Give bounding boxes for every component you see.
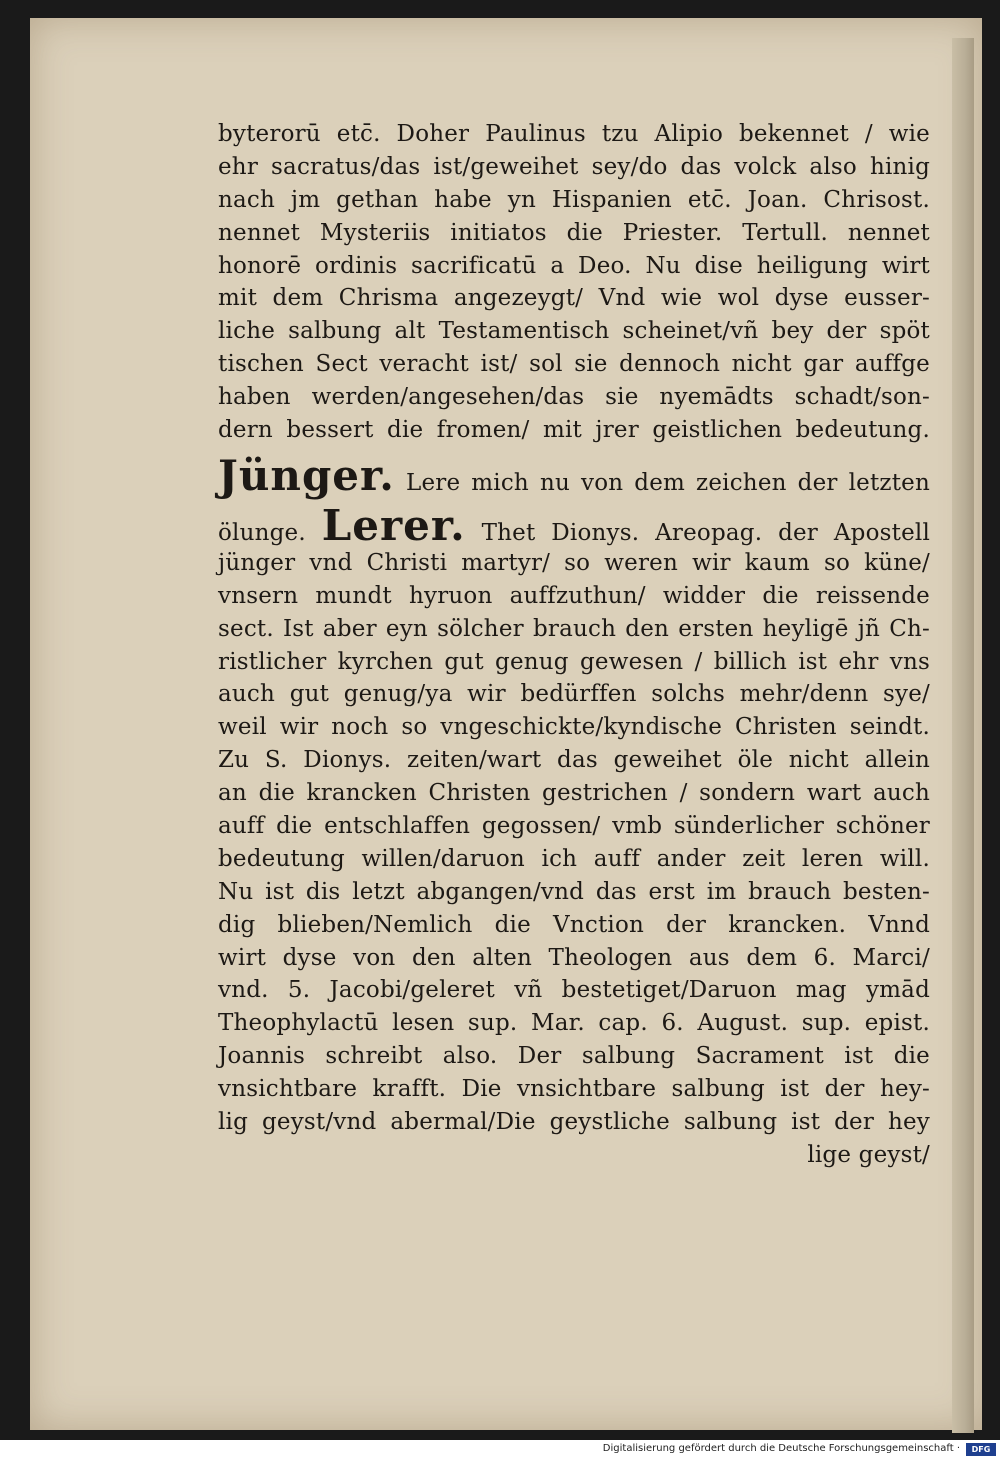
heading-line-start: ölunge. bbox=[218, 519, 306, 546]
text-line: nennet Mysteriis initiatos die Priester. Tertull. nennet bbox=[218, 219, 930, 246]
final-text-line: lige geyst/ bbox=[807, 1141, 930, 1168]
text-line: dern bessert die fromen/ mit jrer geistlichen bedeutung. bbox=[218, 417, 930, 444]
heading-line-lerer bbox=[218, 497, 930, 550]
text-block bbox=[218, 118, 930, 1172]
footer-bar bbox=[0, 1440, 1000, 1461]
text-line: Joannis schreibt also. Der salbung Sacrament ist die bbox=[218, 1043, 930, 1070]
page-edge bbox=[952, 38, 974, 1433]
text-line: wirt dyse von den alten Theologen aus dem 6. Marci/ bbox=[218, 944, 930, 971]
text-line: jünger vnd Christi martyr/ so weren wir kaum so küne/ bbox=[218, 549, 930, 576]
text-line: Zu S. Dionys. zeiten/wart das geweihet öle nicht allein bbox=[218, 747, 930, 774]
text-line: vnsichtbare krafft. Die vnsichtbare salbung ist der hey- bbox=[218, 1076, 930, 1103]
speaker-juenger: Jünger. bbox=[218, 450, 395, 500]
heading-line-rest: Thet Dionys. Areopag. der Apostell bbox=[481, 519, 930, 546]
text-line: tischen Sect veracht ist/ sol sie dennoch nicht gar auffge bbox=[218, 351, 930, 378]
text-line: an die krancken Christen gestrichen / sondern wart auch bbox=[218, 780, 930, 807]
speaker-lerer: Lerer. bbox=[321, 500, 466, 550]
text-line: byterorū etc̄. Doher Paulinus tzu Alipio bekennet / wie bbox=[218, 121, 930, 147]
text-line: vnsern mundt hyruon auffzuthun/ widder die reissende bbox=[218, 582, 930, 609]
text-line: Nu ist dis letzt abgangen/vnd das erst im brauch besten- bbox=[218, 878, 930, 905]
dfg-logo: DFG bbox=[966, 1443, 996, 1456]
text-line: nach jm gethan habe yn Hispanien etc̄. Joan. Chrisost. bbox=[218, 186, 930, 213]
text-line: Theophylactū lesen sup. Mar. cap. 6. August. sup. epist. bbox=[218, 1010, 930, 1037]
text-line: honorē ordinis sacrificatū a Deo. Nu dise heiligung wirt bbox=[218, 252, 930, 279]
text-line: auff die entschlaffen gegossen/ vmb sünderlicher schöner bbox=[218, 813, 930, 840]
text-line: weil wir noch so vngeschickte/kyndische Christen seindt. bbox=[218, 714, 930, 741]
text-line: haben werden/angesehen/das sie nyemādts schadt/son- bbox=[218, 384, 930, 411]
text-line: auch gut genug/ya wir bedürffen solchs mehr/denn sye/ bbox=[218, 681, 930, 708]
footer-credit: Digitalisierung gefördert durch die Deutsche Forschungsgemeinschaft · bbox=[602, 1443, 960, 1454]
text-line: lig geyst/vnd abermal/Die geystliche salbung ist der hey bbox=[218, 1109, 930, 1136]
text-line: ehr sacratus/das ist/geweihet sey/do das volck also hinig bbox=[218, 153, 930, 180]
text-line: bedeutung willen/daruon ich auff ander zeit leren will. bbox=[218, 845, 930, 872]
text-line: dig blieben/Nemlich die Vnction der krancken. Vnnd bbox=[218, 911, 930, 938]
heading-line-juenger bbox=[218, 447, 931, 500]
text-line: vnd. 5. Jacobi/geleret vñ bestetiget/Daruon mag ymād bbox=[218, 977, 930, 1004]
text-line: ristlicher kyrchen gut genug gewesen / billich ist ehr vns bbox=[218, 648, 930, 675]
text-line: liche salbung alt Testamentisch scheinet/vñ bey der spöt bbox=[218, 318, 930, 345]
text-line: sect. Ist aber eyn sölcher brauch den ersten heyligē jñ Ch- bbox=[218, 615, 930, 642]
heading-line-rest: Lere mich nu von dem zeichen der letzten bbox=[405, 469, 931, 496]
text-line: mit dem Chrisma angezeygt/ Vnd wie wol dyse eusser- bbox=[218, 285, 930, 312]
